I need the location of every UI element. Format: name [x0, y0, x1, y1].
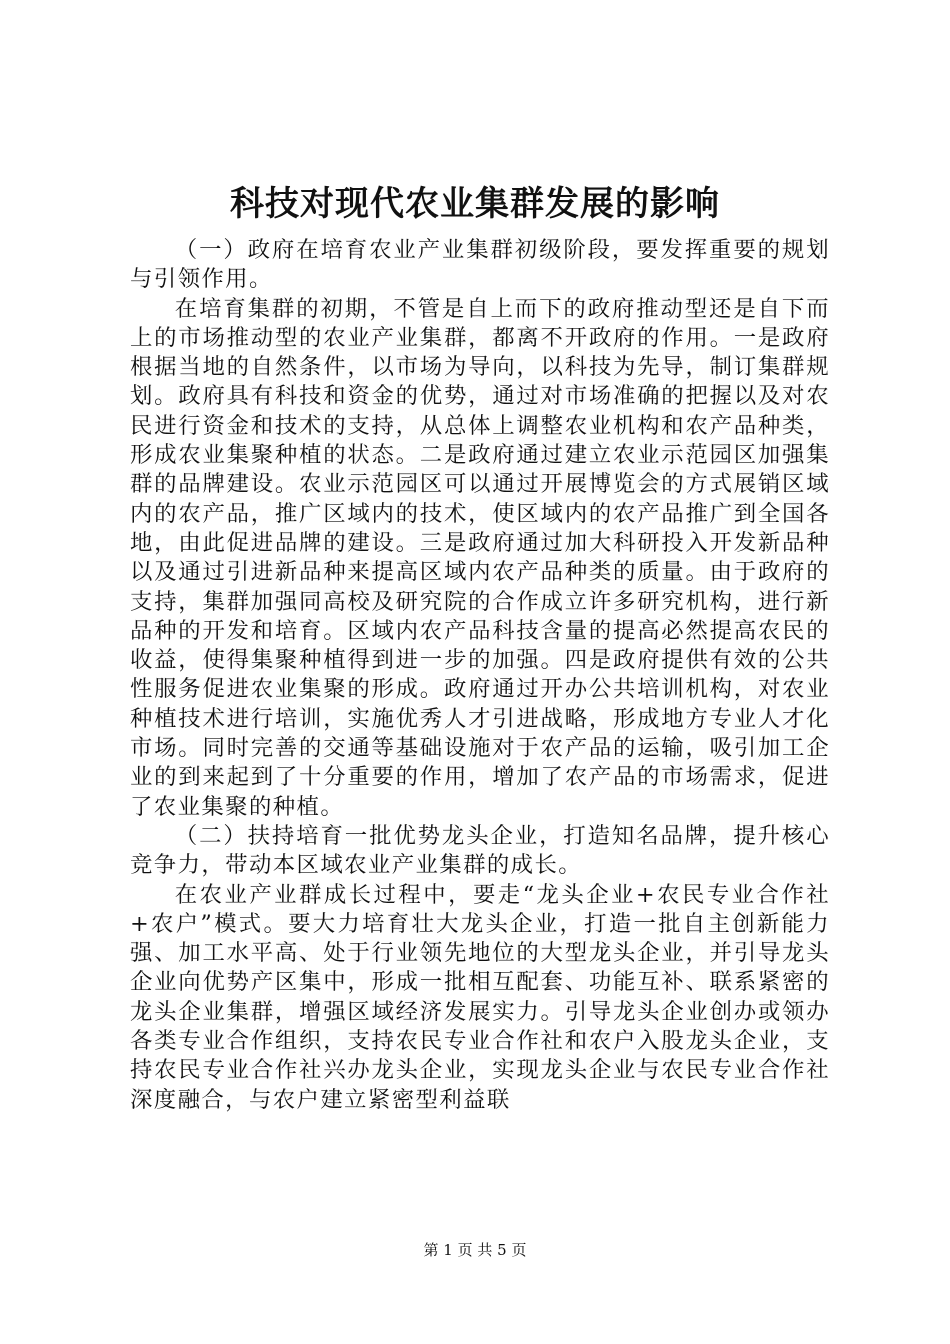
- page-number-footer: 第 1 页 共 5 页: [423, 1241, 527, 1259]
- paragraph-heading-2: （二）扶持培育一批优势龙头企业，打造知名品牌，提升核心竞争力，带动本区域农业产业集群的成长。: [130, 822, 830, 879]
- document-body: [130, 236, 830, 1115]
- paragraph-body-2: 在农业产业群成长过程中，要走“龙头企业+农民专业合作社+农户”模式。要大力培育壮大龙头企业，打造一批自主创新能力强、加工水平高、处于行业领先地位的大型龙头企业，并引导龙头企业向优势产区集中，形成一批相互配套、功能互补、联系紧密的龙头企业集群，增强区域经济发展实力。引导龙头企业创办或领办各类专业合作组织，支持农民专业合作社和农户入股龙头企业，支持农民专业合作社兴办龙头企业，实现龙头企业与农民专业合作社深度融合，与农户建立紧密型利益联: [130, 881, 830, 1113]
- paragraph-heading-1: （一）政府在培育农业产业集群初级阶段，要发挥重要的规划与引领作用。: [130, 237, 830, 293]
- paragraph-body-1: 在培育集群的初期，不管是自上而下的政府推动型还是自下而上的市场推动型的农业产业集群，都离不开政府的作用。一是政府根据当地的自然条件，以市场为导向，以科技为先导，制订集群规划。政府具有科技和资金的优势，通过对市场准确的把握以及对农民进行资金和技术的支持，从总体上调整农业机构和农产品种类，形成农业集聚种植的状态。二是政府通过建立农业示范园区加强集群的品牌建设。农业示范园区可以通过开展博览会的方式展销区域内的农产品，推广区域内的技术，使区域内的农产品推广到全国各地，由此促进品牌的建设。三是政府通过加大科研投入开发新品种以及通过引进新品种来提高区域内农产品种类的质量。由于政府的支持，集群加强同高校及研究院的合作成立许多研究机构，进行新品种的开发和培育。区域内农产品科技含量的提高必然提高农民的收益，使得集聚种植得到进一步的加强。四是政府提供有效的公共性服务促进农业集聚的形成。政府通过开办公共培训机构，对农业种植技术进行培训，实施优秀人才引进战略，形成地方专业人才化市场。同时完善的交通等基础设施对于农产品的运输，吸引加工企业的到来起到了十分重要的作用，增加了农产品的市场需求，促进了农业集聚的种植。: [130, 295, 830, 820]
- document-title: 科技对现代农业集群发展的影响: [230, 184, 720, 224]
